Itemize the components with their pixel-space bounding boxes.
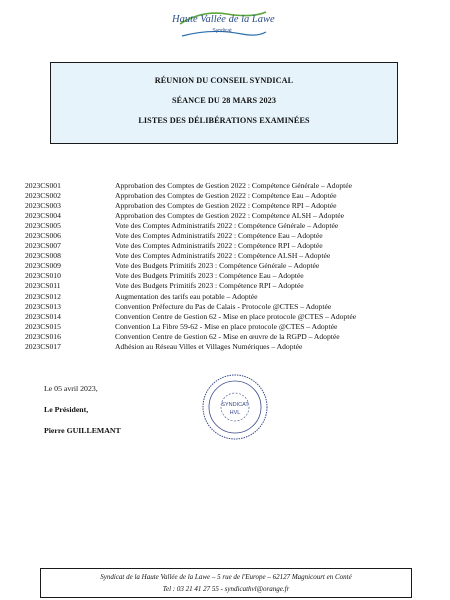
deliberation-row [25, 231, 435, 241]
deliberation-text: Vote des Budgets Primitifs 2023 : Compétence RPI – Adoptée [115, 281, 304, 291]
syndicate-logo [172, 6, 275, 42]
meeting-title: RÉUNION DU CONSEIL SYNDICAL [154, 76, 294, 85]
deliberation-code: 2023CS011 [25, 281, 61, 291]
deliberation-row [25, 181, 435, 191]
deliberation-row [25, 322, 435, 332]
deliberation-code: 2023CS007 [25, 241, 61, 251]
deliberation-code: 2023CS006 [25, 231, 61, 241]
deliberation-code: 2023CS005 [25, 221, 61, 231]
deliberation-row [25, 251, 435, 261]
deliberation-code: 2023CS017 [25, 341, 61, 351]
deliberation-text: Vote des Comptes Administratifs 2022 : Compétence ALSH – Adoptée [115, 251, 331, 261]
president-title: Le Président, [44, 405, 89, 414]
deliberation-row [25, 292, 435, 302]
deliberation-list [25, 181, 435, 352]
deliberation-code: 2023CS016 [25, 331, 61, 341]
deliberation-text: Vote des Comptes Administratifs 2022 : Compétence Eau – Adoptée [115, 231, 323, 241]
deliberation-text: Convention Centre de Gestion 62 - Mise en œuvre de la RGPD – Adoptée [115, 331, 340, 341]
deliberation-code: 2023CS009 [25, 261, 61, 271]
deliberation-code: 2023CS001 [25, 181, 61, 190]
deliberation-row [25, 312, 435, 322]
deliberation-text: Approbation des Comptes de Gestion 2022 : Compétence Eau – Adoptée [115, 191, 337, 201]
signature-date: Le 05 avril 2023, [44, 384, 98, 393]
logo-subtitle: Syndicat [212, 28, 232, 34]
deliberation-text: Approbation des Comptes de Gestion 2022 : Compétence RPI – Adoptée [115, 201, 337, 211]
stamp-center-top: SYNDICAT [221, 402, 249, 408]
deliberation-row [25, 302, 435, 312]
deliberation-row [25, 332, 435, 342]
stamp-seal-icon [200, 372, 270, 442]
deliberation-text: Vote des Budgets Primitifs 2023 : Compétence Générale – Adoptée [115, 261, 320, 271]
deliberation-row [25, 211, 435, 221]
deliberation-text: Adhésion au Réseau Villes et Villages Numériques – Adoptée [115, 341, 303, 351]
deliberation-row [25, 241, 435, 251]
deliberation-row [25, 221, 435, 231]
president-name: Pierre GUILLEMANT [44, 426, 121, 435]
deliberation-text: Vote des Comptes Administratifs 2022 : Compétence RPI – Adoptée [115, 241, 323, 251]
deliberation-row [25, 281, 435, 291]
deliberation-code: 2023CS014 [25, 311, 61, 321]
deliberation-code: 2023CS002 [25, 191, 61, 201]
deliberation-code: 2023CS012 [25, 291, 61, 301]
deliberation-row [25, 191, 435, 201]
deliberation-code: 2023CS004 [25, 211, 61, 221]
deliberation-text: Vote des Comptes Administratifs 2022 : Compétence Générale – Adoptée [115, 221, 339, 231]
list-title: LISTES DES DÉLIBÉRATIONS EXAMINÉES [138, 116, 310, 125]
footer-contact: Tel : 03 21 41 27 55 - syndicathvl@orange.fr [162, 585, 290, 593]
deliberation-text: Convention La Fibre 59-62 - Mise en place protocole @CTES – Adoptée [115, 321, 338, 331]
official-stamp [200, 372, 270, 442]
deliberation-row [25, 342, 435, 352]
deliberation-row [25, 271, 435, 281]
deliberation-text: Approbation des Comptes de Gestion 2022 : Compétence ALSH – Adoptée [115, 211, 345, 221]
deliberation-text: Vote des Budgets Primitifs 2023 : Compétence Eau – Adoptée [115, 271, 304, 281]
deliberation-row [25, 261, 435, 271]
footer-address: Syndicat de la Haute Vallée de la Lawe – 5 rue de l'Europe – 62127 Magnicourt en Conté [100, 573, 352, 581]
header-box [50, 62, 398, 144]
deliberation-text: Convention Centre de Gestion 62 - Mise en place protocole @CTES – Adoptée [115, 311, 357, 321]
deliberation-row [25, 201, 435, 211]
deliberation-text: Approbation des Comptes de Gestion 2022 : Compétence Générale – Adoptée [115, 181, 353, 190]
deliberation-code: 2023CS015 [25, 321, 61, 331]
logo-name: Haute Vallée de la Lawe [172, 14, 275, 25]
deliberation-code: 2023CS013 [25, 301, 61, 311]
stamp-center-bottom: HVL [229, 410, 241, 416]
deliberation-code: 2023CS010 [25, 271, 61, 281]
session-date: SÉANCE DU 28 MARS 2023 [171, 96, 277, 105]
deliberation-text: Augmentation des tarifs eau potable – Adoptée [115, 291, 258, 301]
footer-box [40, 568, 412, 598]
deliberation-code: 2023CS003 [25, 201, 61, 211]
deliberation-text: Convention Préfecture du Pas de Calais - Protocole @CTES – Adoptée [115, 301, 332, 311]
deliberation-code: 2023CS008 [25, 251, 61, 261]
